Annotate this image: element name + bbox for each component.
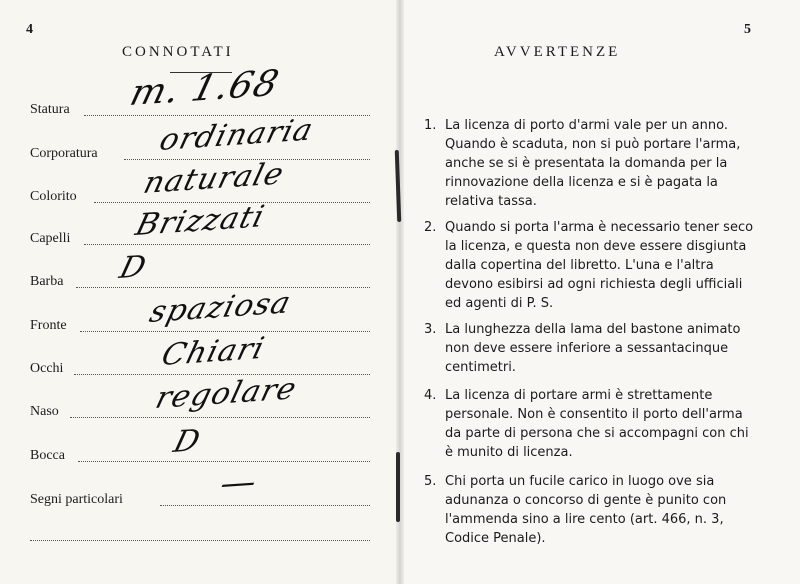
field-statura [30,63,370,118]
handwritten-value: Chiari [158,331,269,373]
notice-text: La licenza di porto d'armi vale per un anno. Quando è scaduta, non si può portare l'arma, anche se si è presentata la domanda per la rinnovazione della licenza e si è pagata la relativa tassa. [445,118,741,209]
page-number-right: 5 [744,22,751,37]
field-label: Colorito [30,189,77,204]
connotati-heading: CONNOTATI [122,44,234,60]
handwritten-value: naturale [140,156,288,201]
field-label: Bocca [30,448,65,463]
field-label: Corporatura [30,146,98,161]
handwritten-value: m. 1.68 [126,63,284,114]
field-capelli [30,199,370,247]
notice-item-5 [424,472,760,548]
handwritten-value: D [116,249,151,286]
handwritten-value: D [170,423,205,460]
field-bocca [30,423,370,464]
dotted-line [160,503,370,506]
field-label: Segni particolari [30,492,123,507]
notice-text: La licenza di portare armi è strettamente personale. Non è consentito il porto dell'arma da parte di persona che si accompagni con chi è munito di licenza. [445,388,749,460]
field-label: Barba [30,274,64,289]
dotted-line [74,372,370,375]
page-number-left: 4 [26,22,33,37]
field-colorito [30,156,370,205]
notice-item-2 [424,218,760,313]
notice-number: 1. [424,118,437,133]
field-label: Naso [30,404,59,419]
field-corporatura [30,112,370,162]
handwritten-value: — [216,461,262,504]
field-segni-particolari [30,461,370,508]
notice-text: Chi porta un fucile carico in luogo ove sia adunanza o concorso di gente è punito con l'ammenda sino a lire cento (art. 466, n. 3, Codice Penale). [445,474,727,546]
handwritten-value: spaziosa [146,285,295,330]
field-label: Capelli [30,231,71,246]
notice-number: 5. [424,474,437,489]
field-naso [30,371,370,420]
field-barba [30,249,370,290]
notice-text: La lunghezza della lama del bastone animato non deve essere inferiore a sessantacinque centimetri. [445,322,741,375]
notice-item-4 [424,386,760,462]
dotted-line [84,242,370,245]
notice-number: 2. [424,220,437,235]
avvertenze-heading: AVVERTENZE [494,44,621,60]
field-fronte [30,285,370,334]
dotted-line [78,459,370,462]
notice-number: 4. [424,388,437,403]
stitch-mark [396,452,400,522]
field-label: Fronte [30,318,67,333]
field-label: Occhi [30,361,64,376]
dotted-line [70,415,370,418]
dotted-line-extra [30,540,370,541]
handwritten-value: Brizzati [132,199,269,243]
notice-number: 3. [424,322,437,337]
handwritten-value: regolare [152,371,301,416]
handwritten-value: ordinaria [156,112,318,158]
notice-item-3 [424,320,760,377]
notice-item-1 [424,116,760,211]
field-label: Statura [30,102,70,117]
field-occhi [30,331,370,377]
notice-text: Quando si porta l'arma è necessario tener seco la licenza, e questa non deve essere disgiunta dalla copertina del libretto. L'una e l'altra devono esibirsi ad ogni richiesta degli ufficiali ed agenti di P. S. [445,220,754,311]
dotted-line [80,329,370,332]
